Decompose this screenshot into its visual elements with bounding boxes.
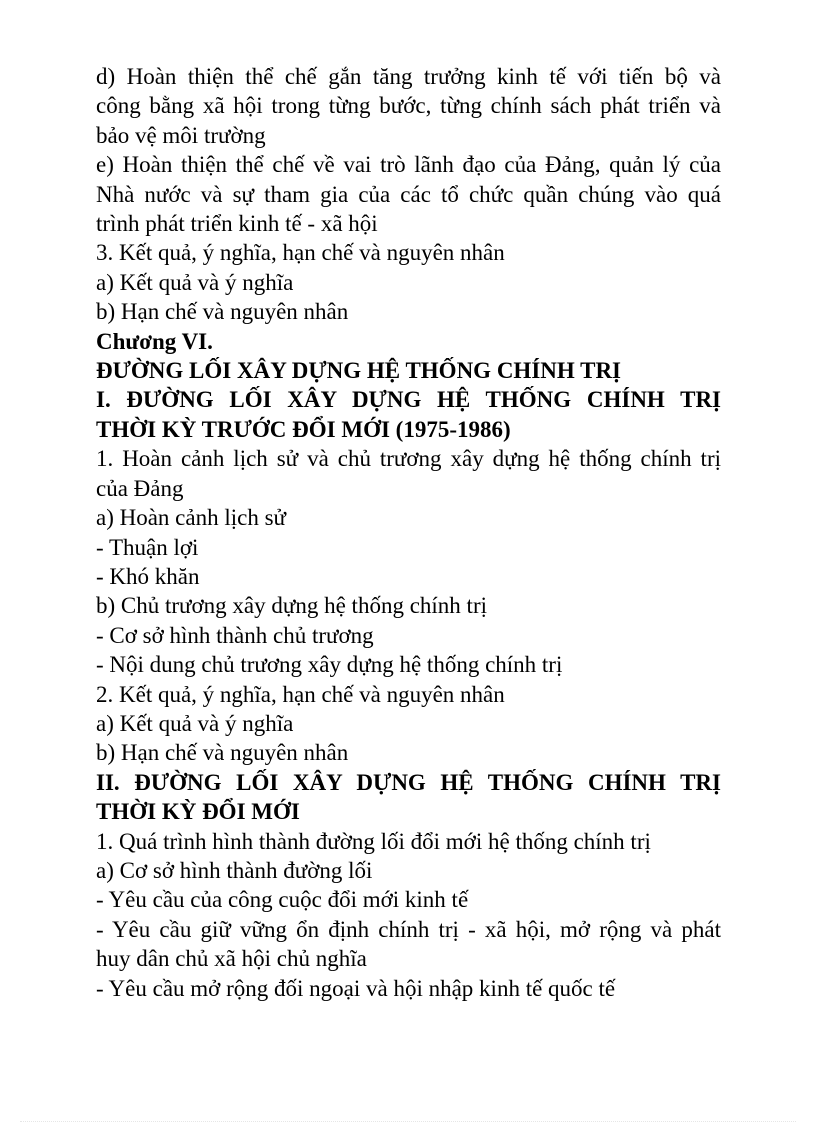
paragraph-line: Nhà nước và sự tham gia của các tổ chức quần chúng vào quá — [96, 181, 721, 207]
subsection-heading: a) Kết quả và ý nghĩa — [96, 269, 294, 295]
list-item: - Thuận lợi — [96, 534, 199, 560]
list-item: - Cơ sở hình thành chủ trương — [96, 622, 374, 648]
subsection-heading: b) Hạn chế và nguyên nhân — [96, 740, 349, 766]
list-item: - Khó khăn — [96, 563, 200, 589]
section-heading: của Đảng — [96, 475, 184, 501]
section-heading: 2. Kết quả, ý nghĩa, hạn chế và nguyên nhân — [96, 681, 505, 707]
subsection-heading: b) Chủ trương xây dựng hệ thống chính trị — [96, 593, 487, 619]
list-item: - Yêu cầu mở rộng đối ngoại và hội nhập kinh tế quốc tế — [96, 975, 616, 1001]
list-item: huy dân chủ xã hội chủ nghĩa — [96, 946, 367, 972]
chapter-title: ĐƯỜNG LỐI XÂY DỰNG HỆ THỐNG CHÍNH TRỊ — [96, 358, 622, 384]
subsection-heading: a) Cơ sở hình thành đường lối — [96, 857, 373, 883]
part-heading: THỜI KỲ ĐỔI MỚI — [96, 799, 300, 825]
paragraph-line: công bằng xã hội trong từng bước, từng chính sách phát triển và — [96, 93, 721, 119]
paragraph-line: d) Hoàn thiện thể chế gắn tăng trưởng kinh tế với tiến bộ và — [96, 64, 721, 89]
list-item: - Yêu cầu giữ vững ổn định chính trị - xã hội, mở rộng và phát — [96, 916, 721, 942]
list-item: - Nội dung chủ trương xây dựng hệ thống chính trị — [96, 652, 563, 678]
subsection-heading: a) Kết quả và ý nghĩa — [96, 710, 294, 736]
subsection-heading: a) Hoàn cảnh lịch sử — [96, 505, 287, 531]
document-page — [96, 62, 721, 1003]
chapter-heading: Chương VI. — [96, 328, 213, 354]
part-heading: THỜI KỲ TRƯỚC ĐỔI MỚI (1975-1986) — [96, 416, 511, 442]
subsection-heading: b) Hạn chế và nguyên nhân — [96, 299, 349, 325]
list-item: - Yêu cầu của công cuộc đổi mới kinh tế — [96, 887, 469, 913]
section-heading: 1. Quá trình hình thành đường lối đổi mới hệ thống chính trị — [96, 828, 651, 854]
paragraph-line: bảo vệ môi trường — [96, 122, 266, 148]
part-heading: II. ĐƯỜNG LỐI XÂY DỰNG HỆ THỐNG CHÍNH TRỊ — [96, 769, 721, 795]
section-heading: 1. Hoàn cảnh lịch sử và chủ trương xây dựng hệ thống chính trị — [96, 446, 721, 472]
section-heading: 3. Kết quả, ý nghĩa, hạn chế và nguyên nhân — [96, 240, 505, 266]
part-heading: I. ĐƯỜNG LỐI XÂY DỰNG HỆ THỐNG CHÍNH TRỊ — [96, 387, 721, 413]
paragraph-line: e) Hoàn thiện thể chế về vai trò lãnh đạo của Đảng, quản lý của — [96, 152, 721, 178]
paragraph-line: trình phát triển kinh tế - xã hội — [96, 211, 378, 237]
page-bottom-divider — [20, 1121, 796, 1122]
